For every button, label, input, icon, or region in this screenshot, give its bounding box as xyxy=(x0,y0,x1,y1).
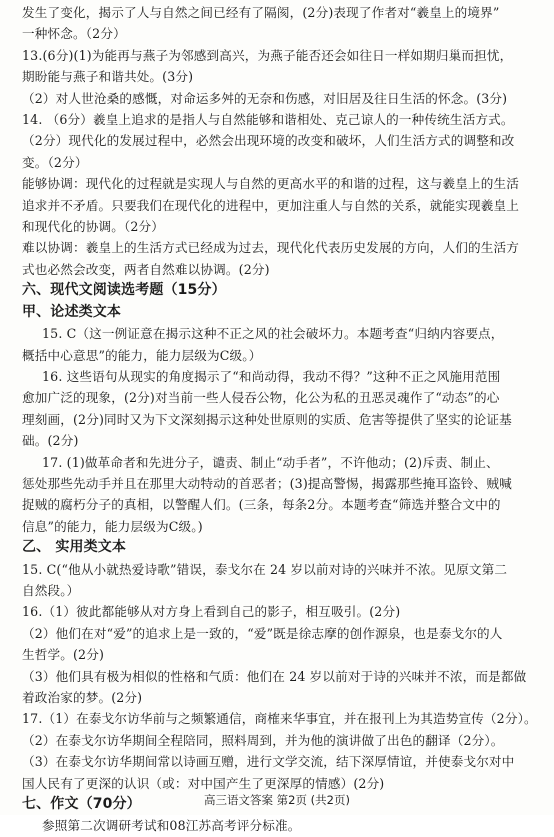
section-heading: 七、作文（70分） xyxy=(22,796,141,813)
section-heading: 甲、论述类文本 xyxy=(22,303,122,320)
text-line: 14. （6分）羲皇上追求的是指人与自然能够和谐相处、克己谅人的一种传统生活方式。 xyxy=(22,112,514,128)
text-line: 变。（2分） xyxy=(22,154,88,170)
answer-text-body xyxy=(22,2,540,837)
text-line: 难以协调：羲皇上的生活方式已经成为过去，现代化代表历史发展的方向，人们的生活方 xyxy=(22,240,520,256)
text-line: 15. C(“他从小就热爱诗歌”错误，泰戈尔在 24 岁以前对诗的兴味并不浓。见原文第二 xyxy=(22,561,508,577)
text-line: 惩处那些先动手并且在那里大动特动的首恶者；(3)提高警惕，揭露那些掩耳盗铃、贼喊 xyxy=(22,475,512,491)
text-line: 期盼能与燕子和谐共处。(3分) xyxy=(22,69,194,85)
text-line: 信息”的能力，能力层级为C级。) xyxy=(22,518,203,534)
text-line: （2）对人世沧桑的感慨，对命运多舛的无奈和伤感，对旧居及往日生活的怀念。(3分) xyxy=(22,90,508,106)
section-heading: 六、现代文阅读选考题（15分） xyxy=(22,282,226,299)
text-line: 发生了变化，揭示了人与自然之间已经有了隔阂，(2分)表现了作者对“羲皇上的境界” xyxy=(22,5,500,20)
text-line: 13.(6分)(1)为能再与燕子为邻感到高兴，为燕子能否还会如往日一样如期归巢而担忧， xyxy=(22,47,513,63)
text-line: 愈加广泛的现象，(2分)对当前一些人侵吞公物，化公为私的丑恶灵魂作了“动态”的心 xyxy=(22,390,500,406)
text-line: 一种怀念。（2分） xyxy=(22,26,126,42)
text-line: 概括中心意思”的能力，能力层级为C级。） xyxy=(22,347,262,363)
text-line: 参照第二次调研考试和08江苏高考评分标准。 xyxy=(42,818,301,834)
text-line: 础。(2分) xyxy=(22,433,79,449)
text-line: 捉贼的腐朽分子的真相，以警醒人们。(三条，每条2分。本题考查“筛选并整合文中的 xyxy=(22,497,501,513)
text-line: 国人民有了更深的认识（或：对中国产生了更深厚的情感）(2分) xyxy=(22,775,385,791)
text-line: 16. 这些语句从现实的角度揭示了“和尚动得，我动不得？”这种不正之风施用范围 xyxy=(42,368,501,384)
text-line: 17. (1)做革命者和先进分子，谴责、制止“动手者”，不许他动；(2)斥责、制止、 xyxy=(42,454,499,470)
text-line: 和现代化的协调。（2分） xyxy=(22,219,165,235)
text-line: 17.（1）在泰戈尔访华前与之频繁通信，商榷来华事宜，并在报刊上为其造势宣传（2分）。 xyxy=(22,711,537,727)
text-line: 理刻画，(2分)同时又为下文深刻揭示这种处世原则的实质、危害等提供了坚实的论证基 xyxy=(22,411,512,427)
text-line: 着政治家的梦。(2分) xyxy=(22,690,143,705)
text-line: 追求并不矛盾。只要我们在现代化的进程中，更加注重人与自然的关系，就能实现羲皇上 xyxy=(22,197,520,213)
text-line: 16.（1）彼此都能够从对方身上看到自己的影子，相互吸引。(2分) xyxy=(22,604,401,620)
text-line: 15. C（这一例证意在揭示这种不正之风的社会破坏力。本题考查“归纳内容要点， xyxy=(42,326,504,342)
text-line: （3）在泰戈尔访华期间常以诗画互赠，进行文学交流，结下深厚情谊，并使泰戈尔对中 xyxy=(22,754,515,770)
page-footer: 高三语文答案 第2页 (共2页) xyxy=(204,793,350,807)
text-line: 式也必然会改变，两者自然难以协调。(2分) xyxy=(22,261,270,277)
text-line: （2）他们在对“爱”的追求上是一致的，“爱”既是徐志摩的创作源泉，也是泰戈尔的人 xyxy=(22,625,503,641)
text-line: 能够协调：现代化的过程就是实现人与自然的更高水平的和谐的过程，这与羲皇上的生活 xyxy=(22,176,520,192)
text-line: （2）在泰戈尔访华期间全程陪同，照料周到，并为他的演讲做了出色的翻译（2分）。 xyxy=(22,732,504,748)
text-line: （3）他们具有极为相似的性格和气质：他们在 24 岁以前对于诗的兴味并不浓，而是都做 xyxy=(22,668,527,684)
text-line: 生哲学。(2分) xyxy=(22,647,105,663)
text-line: （2分）现代化的发展过程中，必然会出现环境的改变和破坏，人们生活方式的调整和改 xyxy=(22,133,515,149)
section-heading: 乙、 实用类文本 xyxy=(22,539,127,556)
text-line: 自然段。） xyxy=(22,582,80,598)
